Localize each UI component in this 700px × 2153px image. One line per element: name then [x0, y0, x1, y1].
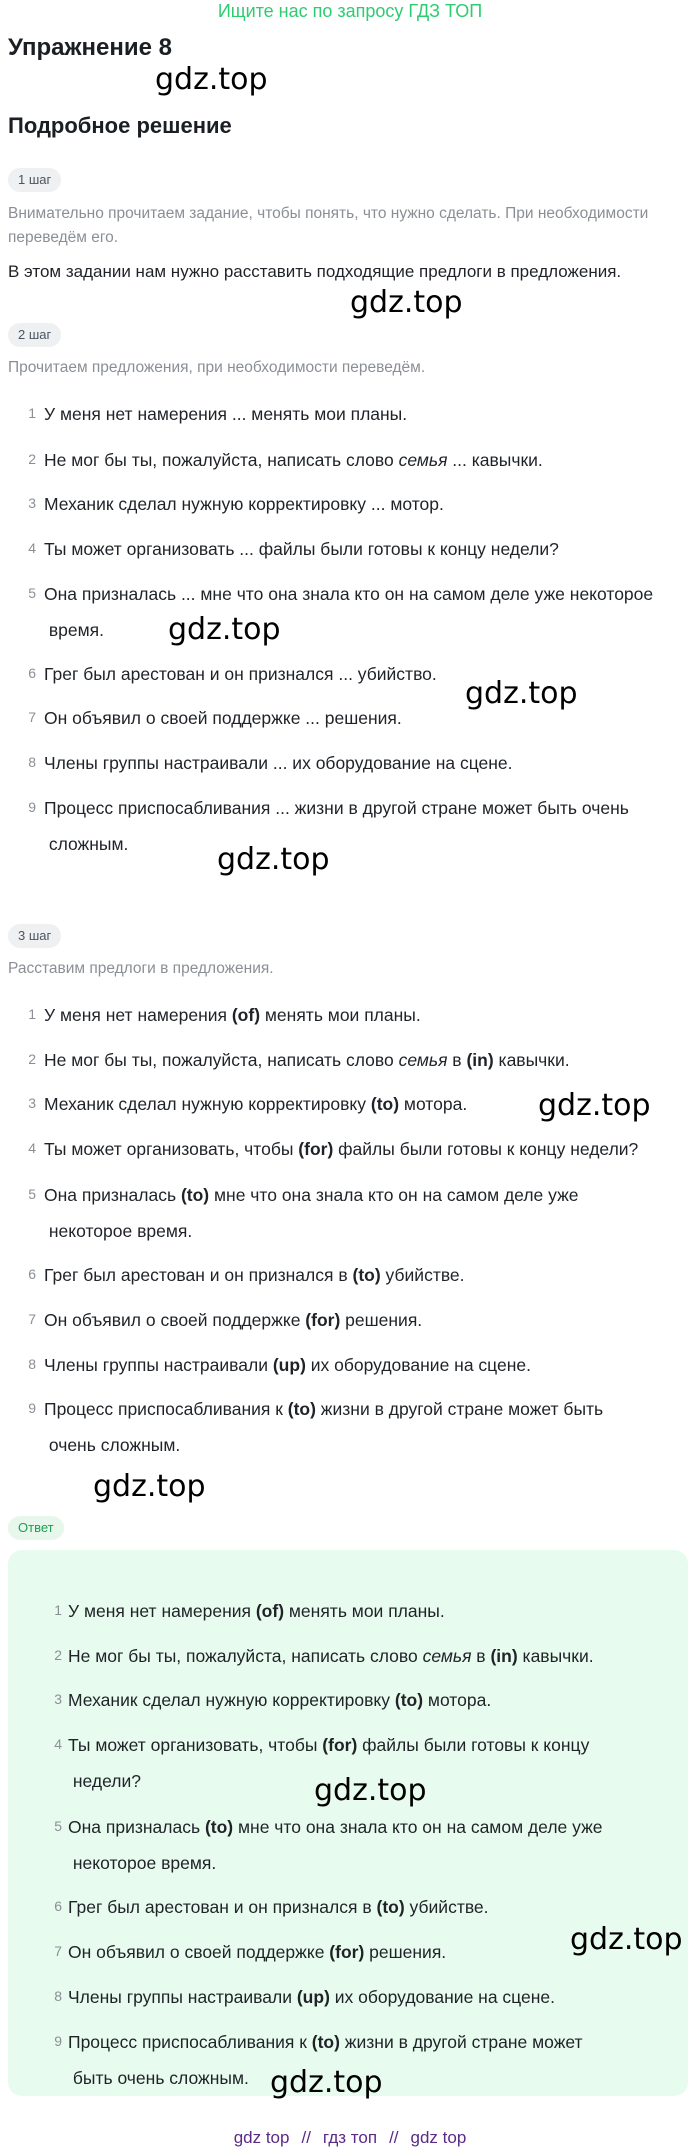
watermark: gdz.top	[168, 612, 281, 647]
item-text: Она призналась (to) мне что она знала кто он на самом деле уже некоторое время.	[68, 1817, 603, 1873]
item-text: Ты может организовать ... файлы были готовы к концу недели?	[44, 539, 559, 559]
item-text: Члены группы настраивали ... их оборудование на сцене.	[44, 753, 513, 773]
item-number: 8	[28, 754, 36, 770]
answer-badge: Ответ	[8, 1516, 64, 1540]
step-2-hint: Прочитаем предложения, при необходимости переведём.	[8, 359, 426, 376]
footer-link[interactable]: gdz top	[233, 2128, 290, 2147]
item-text: Механик сделал нужную корректировку (to) мотора.	[44, 1094, 468, 1114]
item-number: 6	[54, 1898, 62, 1914]
item-text: Грег был арестован и он признался в (to) убийстве.	[44, 1265, 465, 1285]
item-number: 1	[54, 1602, 62, 1618]
watermark: gdz.top	[93, 1469, 206, 1504]
item-number: 8	[28, 1356, 36, 1372]
item-number: 9	[54, 2033, 62, 2049]
item-text: Члены группы настраивали (up) их оборудование на сцене.	[44, 1355, 531, 1375]
search-banner[interactable]: Ищите нас по запросу ГДЗ ТОП	[217, 1, 483, 21]
item-text: Грег был арестован и он признался ... убийство.	[44, 664, 437, 684]
item-number: 7	[28, 1311, 36, 1327]
item-number: 3	[28, 1095, 36, 1111]
item-number: 6	[28, 665, 36, 681]
footer-link[interactable]: gdz top	[410, 2128, 467, 2147]
item-text: Он объявил о своей поддержке (for) решения.	[68, 1942, 447, 1962]
watermark: gdz.top	[570, 1922, 683, 1957]
item-text: Она призналась (to) мне что она знала кто он на самом деле уже некоторое время.	[44, 1185, 579, 1241]
step-3-hint: Расставим предлоги в предложения.	[8, 960, 274, 977]
item-number: 7	[54, 1943, 62, 1959]
item-text: У меня нет намерения (of) менять мои планы.	[44, 1005, 421, 1025]
item-number: 4	[28, 1140, 36, 1156]
step-1-text: В этом задании нам нужно расставить подходящие предлоги в предложения.	[8, 262, 622, 281]
item-number: 5	[54, 1818, 62, 1834]
item-text: Члены группы настраивали (up) их оборудование на сцене.	[68, 1987, 555, 2007]
item-number: 1	[28, 405, 36, 421]
watermark: gdz.top	[155, 62, 268, 97]
item-number: 9	[28, 1400, 36, 1416]
item-text: Она призналась ... мне что она знала кто он на самом деле уже некоторое время.	[44, 584, 654, 640]
item-number: 1	[28, 1006, 36, 1022]
item-text: Он объявил о своей поддержке ... решения.	[44, 708, 402, 728]
item-number: 3	[28, 495, 36, 511]
step-3-badge: 3 шаг	[8, 924, 61, 948]
watermark: gdz.top	[350, 285, 463, 320]
item-text: Механик сделал нужную корректировку (to) мотора.	[68, 1690, 492, 1710]
item-text: Ты может организовать, чтобы (for) файлы были готовы к концу недели?	[68, 1735, 590, 1791]
item-text: Грег был арестован и он признался в (to) убийстве.	[68, 1897, 489, 1917]
step-2-badge: 2 шаг	[8, 323, 61, 347]
item-text: Не мог бы ты, пожалуйста, написать слово семья в (in) кавычки.	[44, 1050, 570, 1070]
item-number: 8	[54, 1988, 62, 2004]
item-text: Ты может организовать, чтобы (for) файлы были готовы к концу недели?	[44, 1139, 639, 1159]
section-title: Подробное решение	[8, 113, 232, 138]
item-number: 4	[54, 1736, 62, 1752]
item-number: 2	[28, 451, 36, 467]
item-number: 5	[28, 1186, 36, 1202]
item-text: Процесс приспосабливания к (to) жизни в другой стране может быть очень сложным.	[68, 2032, 583, 2088]
item-number: 9	[28, 799, 36, 815]
watermark: gdz.top	[217, 842, 330, 877]
watermark: gdz.top	[314, 1773, 427, 1808]
footer-link[interactable]: гдз топ	[322, 2128, 378, 2147]
item-number: 3	[54, 1691, 62, 1707]
item-text: Механик сделал нужную корректировку ... мотор.	[44, 494, 444, 514]
watermark: gdz.top	[465, 676, 578, 711]
footer-separator: //	[389, 2128, 399, 2147]
step-1-hint: Внимательно прочитаем задание, чтобы понять, что нужно сделать. При необходимости переведём его.	[8, 205, 649, 246]
step-1-badge: 1 шаг	[8, 168, 61, 192]
item-number: 6	[28, 1266, 36, 1282]
item-text: Процесс приспосабливания к (to) жизни в другой стране может быть очень сложным.	[44, 1399, 604, 1455]
item-number: 2	[28, 1051, 36, 1067]
item-text: У меня нет намерения (of) менять мои планы.	[68, 1601, 445, 1621]
item-text: У меня нет намерения ... менять мои планы.	[44, 404, 408, 424]
item-text: Он объявил о своей поддержке (for) решения.	[44, 1310, 423, 1330]
item-number: 7	[28, 709, 36, 725]
item-number: 4	[28, 540, 36, 556]
watermark: gdz.top	[538, 1088, 651, 1123]
footer-separator: //	[301, 2128, 311, 2147]
footer-links	[0, 2128, 700, 2148]
watermark: gdz.top	[270, 2065, 383, 2100]
item-text: Не мог бы ты, пожалуйста, написать слово семья в (in) кавычки.	[68, 1646, 594, 1666]
item-text: Не мог бы ты, пожалуйста, написать слово семья ... кавычки.	[44, 450, 543, 470]
page-title: Упражнение 8	[8, 34, 172, 61]
item-number: 5	[28, 585, 36, 601]
item-text: Процесс приспосабливания ... жизни в другой стране может быть очень сложным.	[44, 798, 629, 854]
item-number: 2	[54, 1647, 62, 1663]
